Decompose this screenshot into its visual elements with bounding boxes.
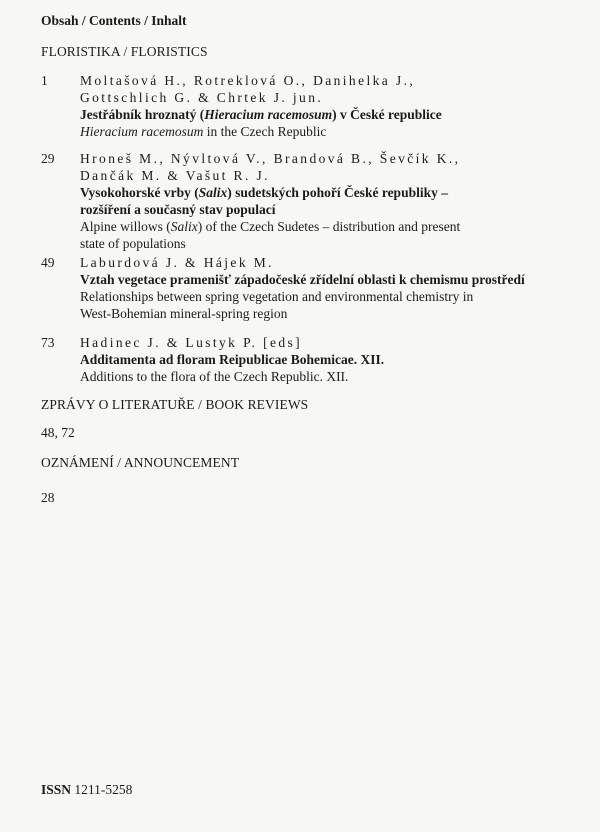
issn-value: 1211-5258 [74, 782, 133, 797]
entry-authors: Gottschlich G. & Chrtek J. jun. [80, 90, 324, 105]
section-book-reviews: ZPRÁVY O LITERATUŘE / BOOK REVIEWS [41, 397, 309, 412]
announcement-page: 28 [41, 490, 55, 505]
entry-page-number: 1 [41, 73, 48, 88]
entry-title-english: Additions to the flora of the Czech Republic. XII. [80, 369, 349, 384]
entry-title-czech: Vztah vegetace pramenišť západočeské zřídelní oblasti k chemismu prostředí [80, 272, 525, 287]
entry-authors: Dančák M. & Vašut R. J. [80, 168, 270, 183]
issn-line [41, 782, 132, 798]
entry-title-czech: Vysokohorské vrby (Salix) sudetských pohoří České republiky – [80, 185, 448, 200]
entry-authors: Moltašová H., Rotreklová O., Danihelka J., [80, 73, 416, 88]
issn-label: ISSN [41, 782, 72, 797]
page-title: Obsah / Contents / Inhalt [41, 13, 187, 28]
entry-authors: Hroneš M., Nývltová V., Brandová B., Ševčík K., [80, 151, 461, 166]
entry-title-czech: Additamenta ad floram Reipublicae Bohemicae. XII. [80, 352, 385, 367]
entry-title-english: Relationships between spring vegetation and environmental chemistry in [80, 289, 474, 304]
entry-title-english: West-Bohemian mineral-spring region [80, 306, 288, 321]
entry-page-number: 49 [41, 255, 55, 270]
entry-authors: Hadinec J. & Lustyk P. [eds] [80, 335, 303, 350]
entry-title-english: Hieracium racemosum in the Czech Republic [80, 124, 327, 139]
entry-title-czech: rozšíření a současný stav populací [80, 202, 276, 217]
entry-title-english: state of populations [80, 236, 186, 251]
entry-page-number: 73 [41, 335, 55, 350]
entry-title-czech: Jestřábník hroznatý (Hieracium racemosum) v České republice [80, 107, 442, 122]
book-reviews-pages: 48, 72 [41, 425, 75, 440]
entry-authors: Laburdová J. & Hájek M. [80, 255, 274, 270]
entry-page-number: 29 [41, 151, 55, 166]
section-floristics: FLORISTIKA / FLORISTICS [41, 44, 208, 59]
entry-title-english: Alpine willows (Salix) of the Czech Sudetes – distribution and present [80, 219, 461, 234]
section-announcement: OZNÁMENÍ / ANNOUNCEMENT [41, 455, 240, 470]
